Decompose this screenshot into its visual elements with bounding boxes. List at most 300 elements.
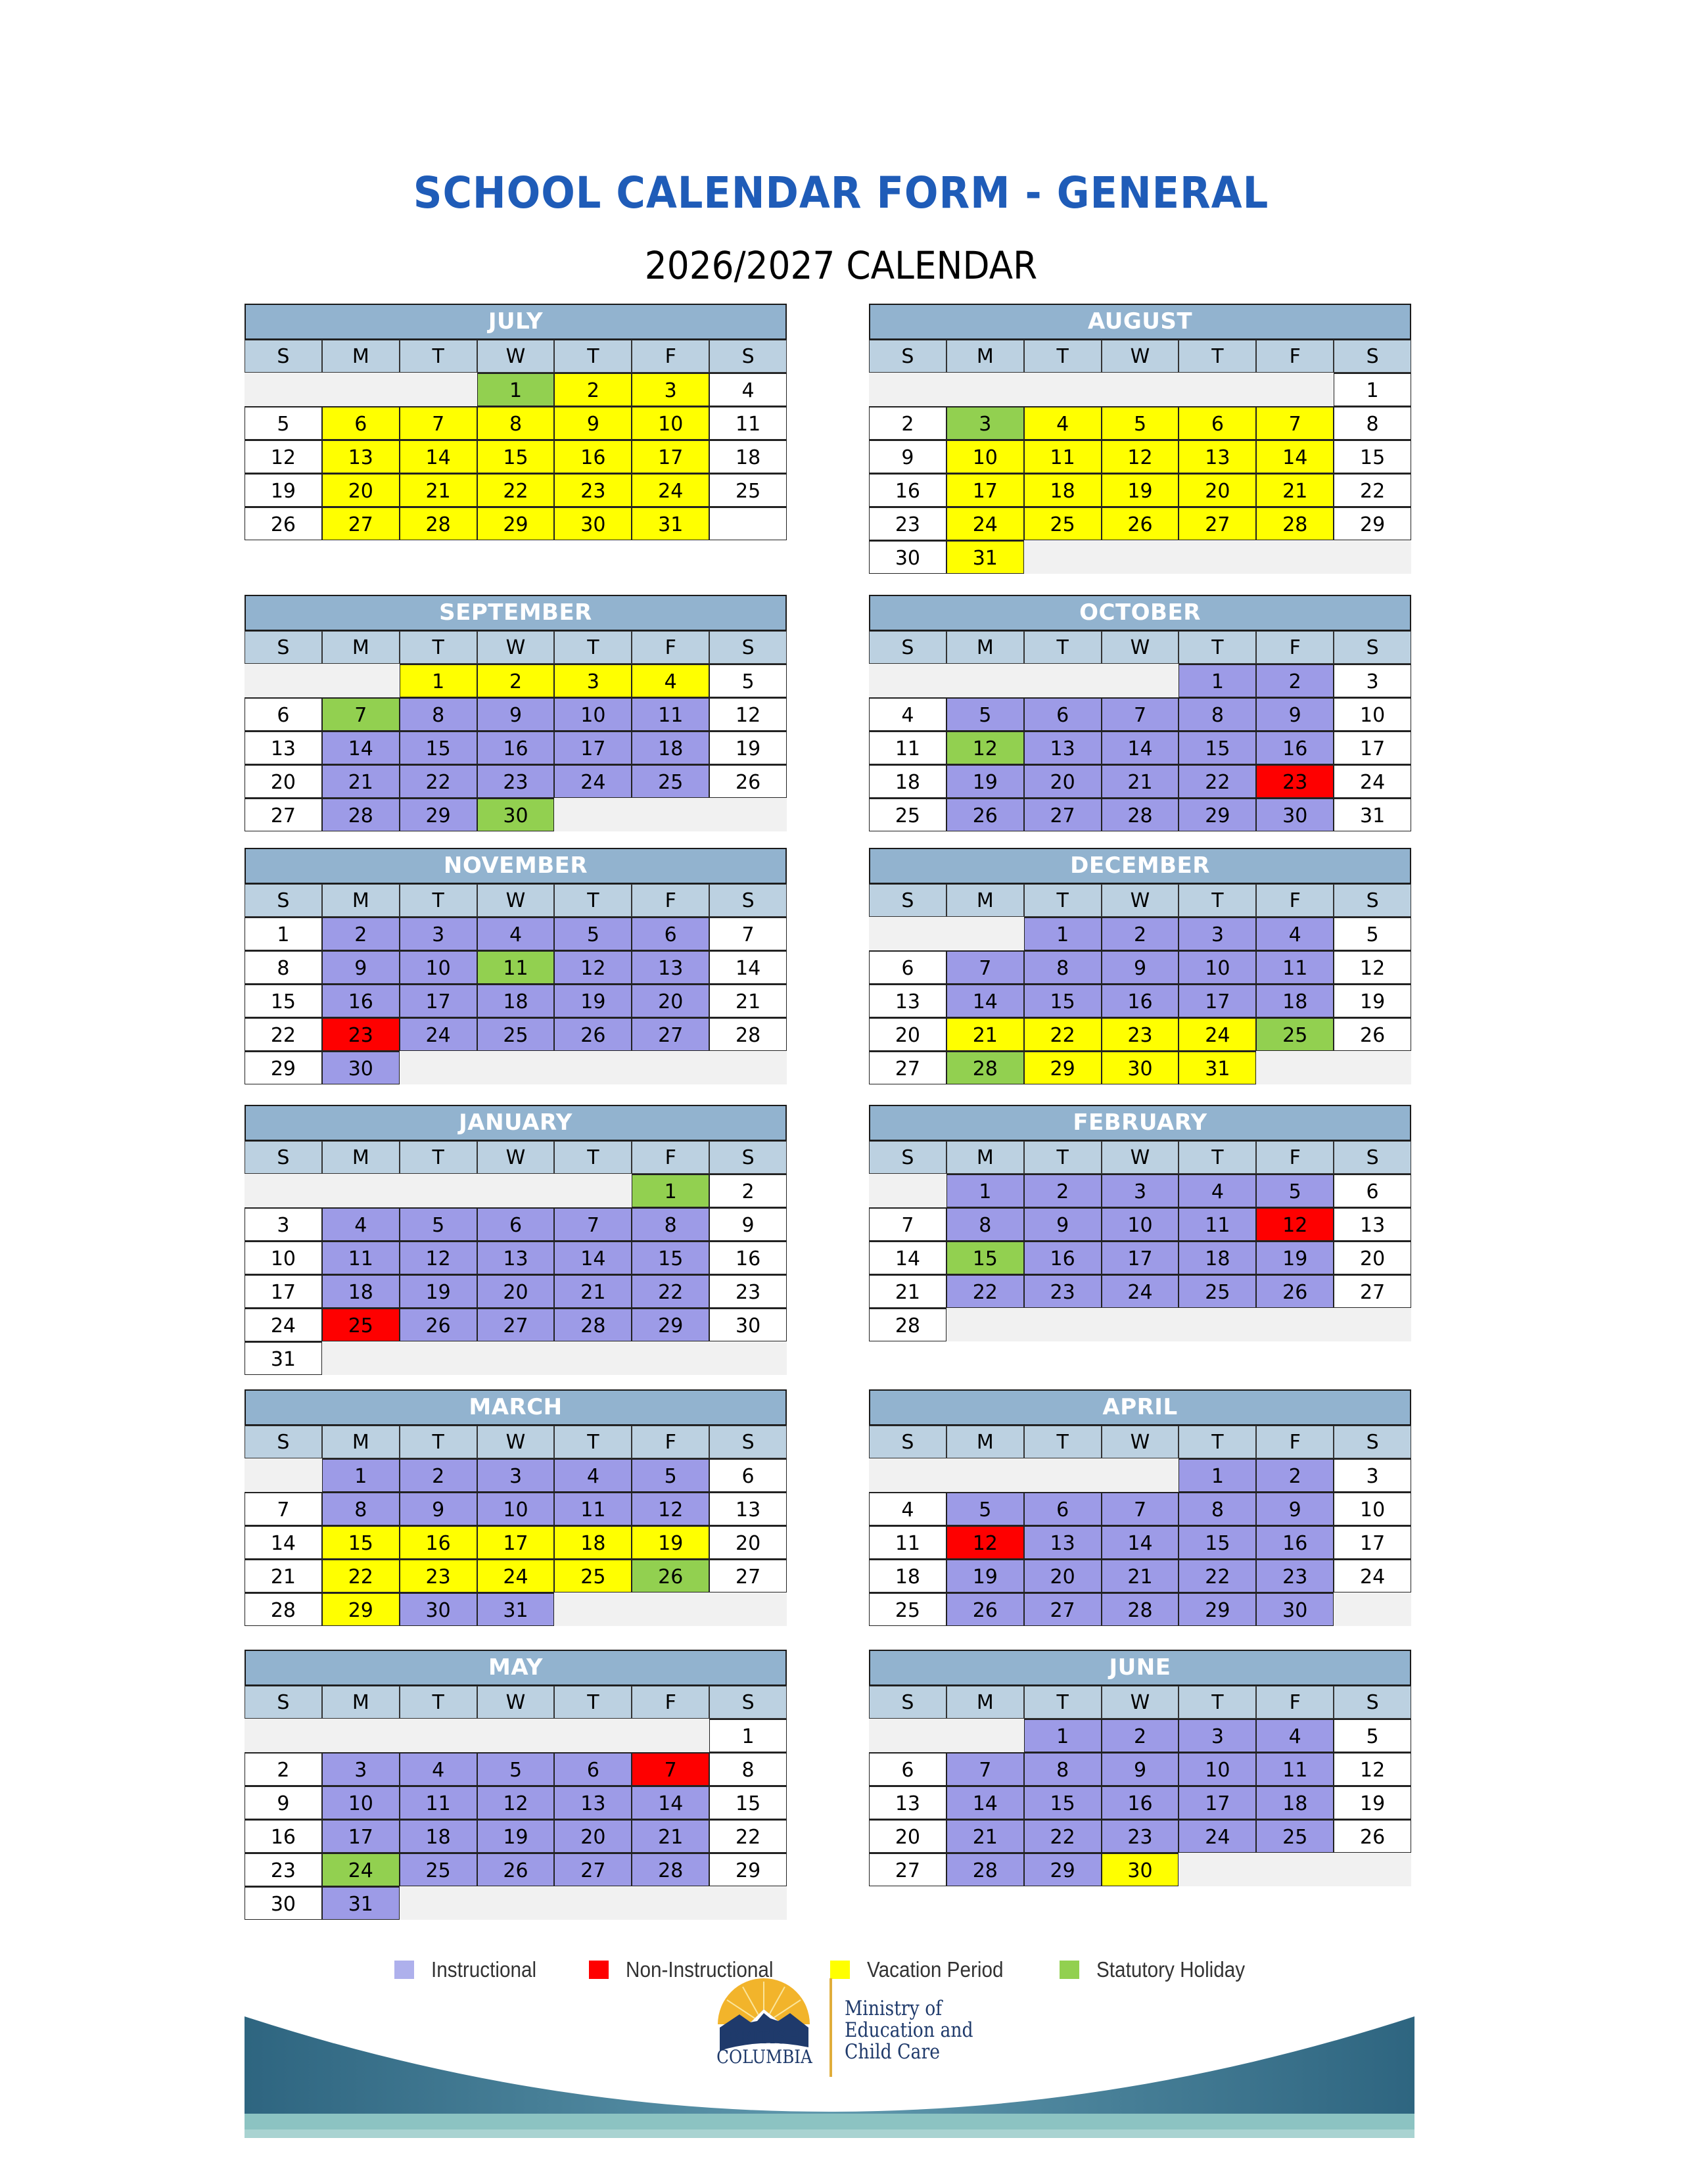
day-cell: 9: [477, 697, 555, 731]
day-cell: 28: [554, 1308, 632, 1341]
day-cell: 26: [709, 764, 787, 798]
day-cell: 31: [245, 1341, 322, 1375]
day-cell: 20: [869, 1819, 946, 1853]
day-cell: 28: [1102, 1592, 1179, 1626]
weekday-header: F: [632, 884, 709, 917]
day-cell: 11: [869, 1525, 946, 1559]
day-cell: 14: [1102, 1525, 1179, 1559]
empty-day-cell: [1179, 1308, 1256, 1341]
weekday-header: F: [632, 1141, 709, 1174]
weekday-header: W: [1102, 340, 1179, 373]
vacation-swatch-icon: [830, 1961, 850, 1979]
day-cell: 2: [869, 406, 946, 440]
day-cell: 26: [946, 1592, 1024, 1626]
empty-day-cell: [632, 1341, 709, 1375]
day-cell: 4: [1256, 917, 1334, 950]
legend-item-vacation: [830, 1957, 1019, 1982]
day-cell: 17: [946, 473, 1024, 507]
day-cell: 7: [554, 1207, 632, 1241]
day-cell: 12: [946, 1525, 1024, 1559]
day-cell: 12: [245, 440, 322, 473]
day-cell: 13: [477, 1241, 555, 1274]
weekday-header: S: [869, 631, 946, 664]
day-cell: 10: [1102, 1207, 1179, 1241]
empty-day-cell: [245, 1719, 322, 1752]
day-cell: 19: [946, 1559, 1024, 1592]
day-cell: 21: [632, 1819, 709, 1853]
day-cell: 6: [245, 697, 322, 731]
day-cell: 29: [1024, 1051, 1102, 1084]
day-cell: 2: [1102, 917, 1179, 950]
day-cell: 23: [1102, 1017, 1179, 1051]
weekday-header: T: [1024, 631, 1102, 664]
day-cell: 12: [400, 1241, 477, 1274]
day-cell: 24: [322, 1853, 400, 1886]
month-header: JULY: [245, 304, 787, 340]
week-row: [245, 1274, 787, 1308]
day-cell: 14: [946, 984, 1024, 1017]
empty-day-cell: [400, 1174, 477, 1207]
day-cell: 25: [322, 1308, 400, 1341]
day-cell: 14: [1102, 731, 1179, 764]
day-cell: 25: [1179, 1274, 1256, 1308]
day-cell: 30: [1256, 1592, 1334, 1626]
day-cell: 29: [322, 1592, 400, 1626]
weekday-header: T: [1024, 1686, 1102, 1719]
non-instructional-swatch-icon: [589, 1961, 609, 1979]
day-cell: 22: [1179, 1559, 1256, 1592]
page-subtitle: 2026/2027 CALENDAR: [644, 243, 1038, 288]
weekday-header-row: [869, 631, 1411, 664]
month-may: [245, 1650, 787, 1920]
day-cell: 25: [1024, 507, 1102, 540]
weekday-header: T: [1179, 1141, 1256, 1174]
week-row: [245, 1051, 787, 1084]
empty-day-cell: [245, 1458, 322, 1492]
day-cell: 16: [709, 1241, 787, 1274]
day-cell: 5: [1334, 917, 1411, 950]
empty-day-cell: [1334, 1308, 1411, 1341]
day-cell: 2: [1024, 1174, 1102, 1207]
day-cell: 4: [869, 1492, 946, 1525]
weekday-header: S: [709, 1426, 787, 1458]
day-cell: 12: [1256, 1207, 1334, 1241]
month-march: [245, 1389, 787, 1626]
day-cell: 2: [322, 917, 400, 950]
day-cell: 11: [400, 1786, 477, 1819]
weekday-header: S: [1334, 884, 1411, 917]
weekday-header: S: [1334, 1686, 1411, 1719]
empty-day-cell: [322, 1719, 400, 1752]
day-cell: 9: [1102, 950, 1179, 984]
day-cell: 7: [869, 1207, 946, 1241]
empty-day-cell: [869, 664, 946, 697]
day-cell: 8: [322, 1492, 400, 1525]
day-cell: 11: [1256, 1752, 1334, 1786]
day-cell: 4: [1024, 406, 1102, 440]
legend: [394, 1957, 1302, 1982]
month-header: DECEMBER: [869, 848, 1411, 884]
day-cell: 20: [245, 764, 322, 798]
day-cell: 12: [1334, 950, 1411, 984]
empty-day-cell: [709, 1592, 787, 1626]
weekday-header-row: [245, 631, 787, 664]
week-row: [869, 1525, 1411, 1559]
weekday-header: T: [554, 1426, 632, 1458]
day-cell: 9: [1024, 1207, 1102, 1241]
week-row: [869, 1017, 1411, 1051]
weekday-header: M: [322, 631, 400, 664]
weekday-header: M: [946, 1686, 1024, 1719]
day-cell: 3: [632, 373, 709, 406]
week-row: [245, 1174, 787, 1207]
day-cell: 23: [477, 764, 555, 798]
week-row: [869, 1207, 1411, 1241]
empty-day-cell: [322, 1174, 400, 1207]
month-october: [869, 595, 1411, 831]
day-cell: 19: [946, 764, 1024, 798]
weekday-header-row: [245, 1686, 787, 1719]
day-cell: 5: [245, 406, 322, 440]
day-cell: 2: [554, 373, 632, 406]
week-row: [245, 1819, 787, 1853]
month-header: APRIL: [869, 1389, 1411, 1426]
empty-day-cell: [946, 1719, 1024, 1752]
statutory-holiday-swatch-icon: [1060, 1961, 1079, 1979]
week-row: [245, 1207, 787, 1241]
day-cell: 13: [632, 950, 709, 984]
day-cell: 1: [400, 664, 477, 697]
day-cell: 18: [1256, 984, 1334, 1017]
weekday-header: T: [554, 340, 632, 373]
empty-day-cell: [400, 373, 477, 406]
day-cell: 15: [477, 440, 555, 473]
day-cell: 17: [1179, 1786, 1256, 1819]
day-cell: 12: [632, 1492, 709, 1525]
week-row: [869, 1592, 1411, 1626]
day-cell: 30: [1102, 1853, 1179, 1886]
week-row: [869, 664, 1411, 697]
weekday-header: S: [245, 631, 322, 664]
week-row: [245, 1341, 787, 1375]
empty-day-cell: [632, 1886, 709, 1920]
legend-item-instructional: [394, 1957, 548, 1982]
empty-day-cell: [477, 1341, 555, 1375]
day-cell: 26: [554, 1017, 632, 1051]
day-cell: 25: [1256, 1017, 1334, 1051]
day-cell: 13: [1024, 1525, 1102, 1559]
day-cell: 18: [869, 764, 946, 798]
day-cell: 6: [632, 917, 709, 950]
day-cell: 8: [709, 1752, 787, 1786]
day-cell: 23: [869, 507, 946, 540]
weekday-header: F: [632, 1426, 709, 1458]
weekday-header: M: [946, 631, 1024, 664]
day-cell: 1: [477, 373, 555, 406]
day-cell: 29: [1179, 798, 1256, 831]
day-cell: 20: [477, 1274, 555, 1308]
day-cell: 14: [554, 1241, 632, 1274]
day-cell: 20: [1334, 1241, 1411, 1274]
empty-day-cell: [1102, 540, 1179, 574]
empty-day-cell: [946, 664, 1024, 697]
day-cell: 31: [632, 507, 709, 540]
empty-day-cell: [554, 1174, 632, 1207]
day-cell: 29: [477, 507, 555, 540]
weekday-header: F: [1256, 1426, 1334, 1458]
day-cell: 21: [1102, 1559, 1179, 1592]
day-cell: 28: [946, 1853, 1024, 1886]
weekday-header-row: [869, 340, 1411, 373]
day-cell: 20: [1024, 764, 1102, 798]
day-cell: 3: [1179, 1719, 1256, 1752]
day-cell: 24: [1334, 764, 1411, 798]
day-cell: 22: [1024, 1017, 1102, 1051]
day-cell: 21: [554, 1274, 632, 1308]
day-cell: 24: [1102, 1274, 1179, 1308]
day-cell: 18: [477, 984, 555, 1017]
day-cell: 7: [400, 406, 477, 440]
weekday-header: S: [869, 1686, 946, 1719]
day-cell: 11: [869, 731, 946, 764]
day-cell: 9: [869, 440, 946, 473]
day-cell: 19: [1102, 473, 1179, 507]
empty-day-cell: [1102, 664, 1179, 697]
day-cell: 2: [709, 1174, 787, 1207]
day-cell: 19: [632, 1525, 709, 1559]
day-cell: 25: [477, 1017, 555, 1051]
day-cell: 23: [709, 1274, 787, 1308]
weekday-header: S: [245, 1686, 322, 1719]
day-cell: 18: [322, 1274, 400, 1308]
weekday-header: F: [1256, 1686, 1334, 1719]
weekday-header: T: [554, 631, 632, 664]
day-cell: 3: [245, 1207, 322, 1241]
day-cell: 21: [946, 1017, 1024, 1051]
weekday-header-row: [245, 1426, 787, 1458]
weekday-header: S: [245, 340, 322, 373]
day-cell: 11: [1179, 1207, 1256, 1241]
weekday-header: F: [632, 340, 709, 373]
day-cell: 29: [1179, 1592, 1256, 1626]
weekday-header-row: [869, 884, 1411, 917]
day-cell: 3: [554, 664, 632, 697]
week-row: [869, 950, 1411, 984]
week-row: [245, 1458, 787, 1492]
empty-day-cell: [322, 1341, 400, 1375]
week-row: [245, 1786, 787, 1819]
day-cell: 7: [946, 1752, 1024, 1786]
day-cell: 25: [869, 1592, 946, 1626]
day-cell: 18: [709, 440, 787, 473]
day-cell: 1: [946, 1174, 1024, 1207]
week-row: [245, 697, 787, 731]
day-cell: 21: [869, 1274, 946, 1308]
month-header: FEBRUARY: [869, 1105, 1411, 1141]
month-header: NOVEMBER: [245, 848, 787, 884]
day-cell: 2: [477, 664, 555, 697]
week-row: [869, 1559, 1411, 1592]
weekday-header: S: [245, 884, 322, 917]
day-cell: 15: [1179, 1525, 1256, 1559]
weekday-header: S: [1334, 1426, 1411, 1458]
weekday-header: F: [1256, 884, 1334, 917]
day-cell: 4: [1256, 1719, 1334, 1752]
day-cell: 28: [632, 1853, 709, 1886]
week-row: [245, 1592, 787, 1626]
day-cell: 25: [400, 1853, 477, 1886]
day-cell: 3: [322, 1752, 400, 1786]
day-cell: 30: [1102, 1051, 1179, 1084]
day-cell: 10: [1179, 950, 1256, 984]
day-cell: 21: [1102, 764, 1179, 798]
weekday-header: M: [322, 1141, 400, 1174]
day-cell: 29: [632, 1308, 709, 1341]
day-cell: 18: [1179, 1241, 1256, 1274]
month-august: [869, 304, 1411, 574]
day-cell: 6: [1179, 406, 1256, 440]
month-header: JUNE: [869, 1650, 1411, 1686]
day-cell: 19: [709, 731, 787, 764]
day-cell: 23: [400, 1559, 477, 1592]
month-header: MARCH: [245, 1389, 787, 1426]
empty-day-cell: [869, 1719, 946, 1752]
empty-day-cell: [632, 798, 709, 831]
day-cell: 2: [245, 1752, 322, 1786]
day-cell: 17: [400, 984, 477, 1017]
day-cell: 31: [1334, 798, 1411, 831]
day-cell: 8: [946, 1207, 1024, 1241]
week-row: [245, 1308, 787, 1341]
day-cell: 6: [709, 1458, 787, 1492]
day-cell: 28: [400, 507, 477, 540]
weekday-header: T: [1024, 340, 1102, 373]
month-july: [245, 304, 787, 540]
day-cell: 14: [1256, 440, 1334, 473]
weekday-header: S: [1334, 340, 1411, 373]
week-row: [869, 507, 1411, 540]
weekday-header: S: [1334, 1141, 1411, 1174]
week-row: [869, 1308, 1411, 1341]
day-cell: 7: [245, 1492, 322, 1525]
day-cell: 26: [1334, 1017, 1411, 1051]
week-row: [869, 373, 1411, 406]
day-cell: 4: [632, 664, 709, 697]
day-cell: 13: [245, 731, 322, 764]
day-cell: 9: [400, 1492, 477, 1525]
empty-day-cell: [1102, 1308, 1179, 1341]
day-cell: 5: [1334, 1719, 1411, 1752]
empty-day-cell: [245, 1174, 322, 1207]
weekday-header: T: [1179, 884, 1256, 917]
day-cell: 1: [1334, 373, 1411, 406]
weekday-header-row: [869, 1426, 1411, 1458]
empty-day-cell: [1179, 1853, 1256, 1886]
weekday-header: W: [1102, 1141, 1179, 1174]
empty-day-cell: [1334, 1853, 1411, 1886]
week-row: [245, 1017, 787, 1051]
day-cell: 19: [1334, 1786, 1411, 1819]
day-cell: 14: [400, 440, 477, 473]
day-cell: 4: [554, 1458, 632, 1492]
empty-day-cell: [245, 373, 322, 406]
day-cell: 20: [1179, 473, 1256, 507]
empty-day-cell: [1256, 1308, 1334, 1341]
day-cell: 16: [400, 1525, 477, 1559]
day-cell: 27: [709, 1559, 787, 1592]
day-cell: 10: [946, 440, 1024, 473]
day-cell: 12: [709, 697, 787, 731]
day-cell: 24: [245, 1308, 322, 1341]
day-cell: 8: [1334, 406, 1411, 440]
day-cell: 18: [1024, 473, 1102, 507]
month-header: MAY: [245, 1650, 787, 1686]
day-cell: 18: [554, 1525, 632, 1559]
day-cell: 5: [554, 917, 632, 950]
day-cell: 19: [245, 473, 322, 507]
logo-divider: [829, 1978, 832, 2077]
day-cell: 1: [1024, 917, 1102, 950]
empty-day-cell: [400, 1051, 477, 1084]
empty-day-cell: [400, 1341, 477, 1375]
day-cell: 23: [1102, 1819, 1179, 1853]
day-cell: 21: [946, 1819, 1024, 1853]
weekday-header: M: [322, 340, 400, 373]
week-row: [869, 440, 1411, 473]
empty-day-cell: [709, 798, 787, 831]
day-cell: 17: [632, 440, 709, 473]
day-cell: 2: [400, 1458, 477, 1492]
day-cell: 6: [1024, 1492, 1102, 1525]
day-cell: 14: [245, 1525, 322, 1559]
weekday-header: S: [869, 1141, 946, 1174]
day-cell: 13: [709, 1492, 787, 1525]
week-row: [869, 1719, 1411, 1752]
day-cell: 1: [1024, 1719, 1102, 1752]
month-february: [869, 1105, 1411, 1341]
empty-day-cell: [632, 1051, 709, 1084]
week-row: [869, 731, 1411, 764]
month-april: [869, 1389, 1411, 1626]
week-row: [869, 697, 1411, 731]
day-cell: 11: [554, 1492, 632, 1525]
day-cell: 28: [245, 1592, 322, 1626]
day-cell: 3: [1334, 1458, 1411, 1492]
empty-day-cell: [1179, 540, 1256, 574]
day-cell: 26: [1102, 507, 1179, 540]
day-cell: 20: [322, 473, 400, 507]
day-cell: 28: [322, 798, 400, 831]
week-row: [869, 798, 1411, 831]
day-cell: 24: [946, 507, 1024, 540]
day-cell: 1: [632, 1174, 709, 1207]
weekday-header-row: [245, 340, 787, 373]
day-cell: 15: [1334, 440, 1411, 473]
day-cell: 22: [709, 1819, 787, 1853]
day-cell: 7: [632, 1752, 709, 1786]
day-cell: 29: [709, 1853, 787, 1886]
day-cell: 8: [400, 697, 477, 731]
day-cell: 9: [1102, 1752, 1179, 1786]
empty-day-cell: [477, 1174, 555, 1207]
empty-day-cell: [1102, 1458, 1179, 1492]
empty-day-cell: [322, 664, 400, 697]
day-cell: 6: [477, 1207, 555, 1241]
weekday-header: T: [1179, 1426, 1256, 1458]
empty-day-cell: [946, 1458, 1024, 1492]
day-cell: 14: [946, 1786, 1024, 1819]
empty-day-cell: [632, 1592, 709, 1626]
